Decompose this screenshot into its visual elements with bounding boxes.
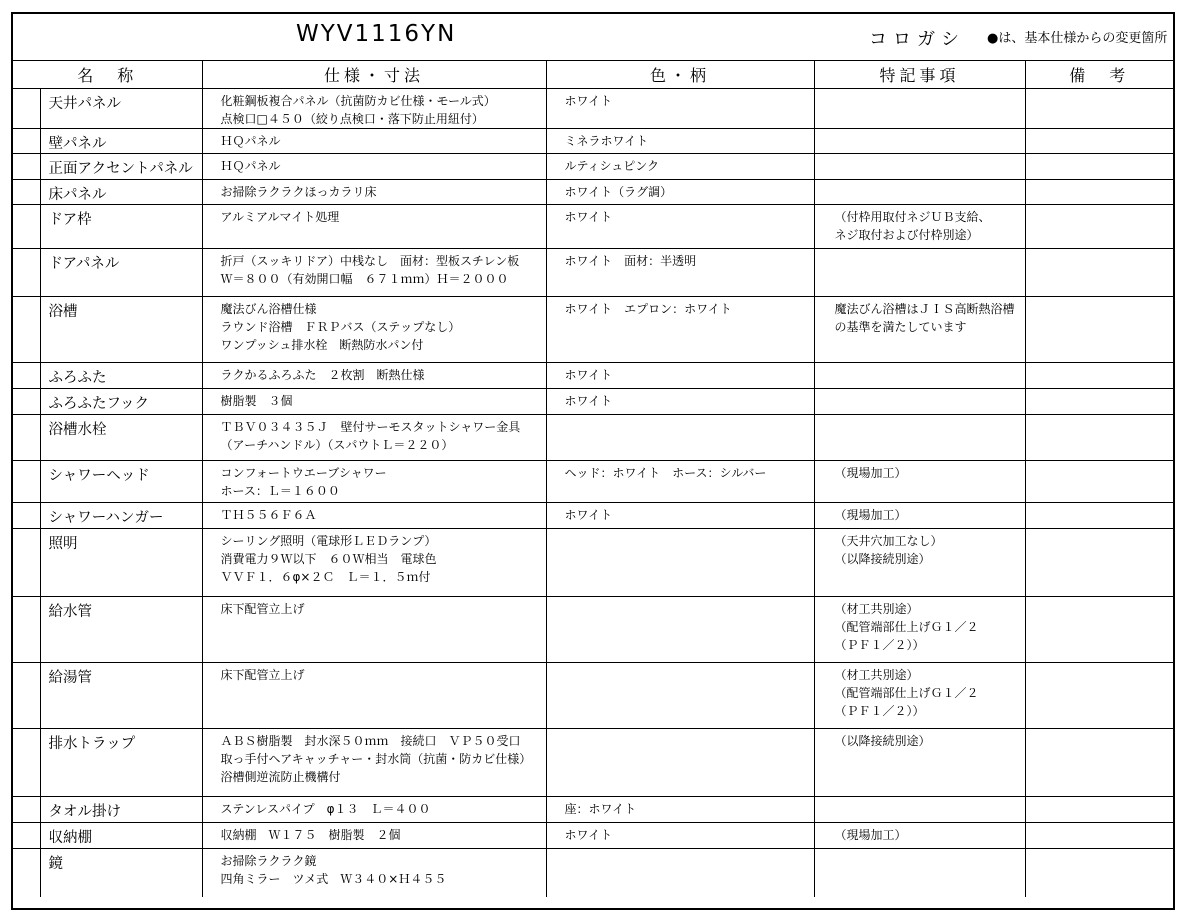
spec-line: ステンレスパイプ φ１３ Ｌ＝４００	[220, 802, 431, 816]
spec-line: アルミアルマイト処理	[220, 210, 340, 224]
spec-line: コンフォートウエーブシャワー	[220, 466, 387, 480]
spec-cell	[202, 729, 546, 797]
change-marker-cell	[13, 89, 40, 129]
table-row	[13, 154, 1173, 180]
spec-line: 消費電力９Ｗ以下 ６０Ｗ相当 電球色	[220, 552, 437, 566]
remarks-cell	[1025, 503, 1173, 529]
change-marker-cell	[13, 503, 40, 529]
title-bar	[13, 14, 1173, 61]
spec-line: 取っ手付ヘアキャッチャー・封水筒（抗菌・防カビ仕様）	[220, 752, 532, 766]
color-line: ルティシュピンク	[564, 159, 660, 173]
item-name: 天井パネル	[40, 89, 202, 129]
notes-line: の基準を満たしています	[834, 320, 967, 334]
table-row	[13, 129, 1173, 154]
remarks-cell	[1025, 129, 1173, 154]
spec-line: ＡＢＳ樹脂製 封水深５０ｍｍ 接続口 ＶＰ５０受口	[220, 734, 521, 748]
spec-cell	[202, 797, 546, 823]
header-notes: 特記事項	[814, 61, 1025, 89]
notes-line: （現場加工）	[834, 466, 907, 480]
header-spec: 仕様・寸法	[202, 61, 546, 89]
notes-cell	[814, 129, 1025, 154]
change-marker-cell	[13, 297, 40, 363]
table-row	[13, 529, 1173, 597]
color-cell	[546, 849, 814, 897]
notes-cell	[814, 154, 1025, 180]
table-row	[13, 597, 1173, 663]
color-line: 座：ホワイト	[564, 802, 637, 816]
table-row	[13, 363, 1173, 389]
color-cell	[546, 129, 814, 154]
item-name: 浴槽水栓	[40, 415, 202, 461]
notes-line: 魔法びん浴槽はＪＩＳ高断熱浴槽	[834, 302, 1015, 316]
spec-line: 点検口□４５０（絞り点検口・落下防止用紐付）	[220, 112, 484, 126]
notes-cell	[814, 180, 1025, 205]
notes-cell	[814, 503, 1025, 529]
change-legend: ●は、基本仕様からの変更箇所	[987, 31, 1168, 46]
change-marker-cell	[13, 389, 40, 415]
spec-line: 樹脂製 ３個	[220, 394, 293, 408]
notes-cell	[814, 415, 1025, 461]
change-marker-cell	[13, 461, 40, 503]
change-marker-cell	[13, 597, 40, 663]
spec-cell	[202, 823, 546, 849]
spec-cell	[202, 297, 546, 363]
model-number: WYV1116YN	[296, 21, 457, 47]
table-row	[13, 461, 1173, 503]
color-line: ホワイト エプロン：ホワイト	[564, 302, 732, 316]
color-line: ホワイト	[564, 828, 613, 842]
color-cell	[546, 154, 814, 180]
table-row	[13, 797, 1173, 823]
series-name: コロガシ	[869, 29, 965, 50]
color-cell	[546, 415, 814, 461]
table-row	[13, 729, 1173, 797]
item-name: 排水トラップ	[40, 729, 202, 797]
header-name: 名 称	[13, 61, 202, 89]
remarks-cell	[1025, 363, 1173, 389]
item-name: 浴槽	[40, 297, 202, 363]
color-cell	[546, 663, 814, 729]
notes-cell	[814, 729, 1025, 797]
change-marker-cell	[13, 729, 40, 797]
spec-line: 収納棚 Ｗ１７５ 樹脂製 ２個	[220, 828, 401, 842]
spec-cell	[202, 363, 546, 389]
color-line: ホワイト（ラグ調）	[564, 185, 673, 199]
notes-line: （材工共別途）	[834, 668, 919, 682]
remarks-cell	[1025, 663, 1173, 729]
remarks-cell	[1025, 597, 1173, 663]
table-row	[13, 823, 1173, 849]
table-row	[13, 249, 1173, 297]
item-name: シャワーヘッド	[40, 461, 202, 503]
table-row	[13, 89, 1173, 129]
color-cell	[546, 797, 814, 823]
notes-cell	[814, 89, 1025, 129]
remarks-cell	[1025, 529, 1173, 597]
remarks-cell	[1025, 154, 1173, 180]
spec-cell	[202, 415, 546, 461]
color-cell	[546, 363, 814, 389]
notes-cell	[814, 205, 1025, 249]
spec-cell	[202, 249, 546, 297]
color-cell	[546, 249, 814, 297]
remarks-cell	[1025, 297, 1173, 363]
item-name: 正面アクセントパネル	[40, 154, 202, 180]
color-cell	[546, 389, 814, 415]
color-cell	[546, 729, 814, 797]
remarks-cell	[1025, 389, 1173, 415]
spec-line: お掃除ラクラクほっカラリ床	[220, 185, 377, 199]
header-row	[13, 61, 1173, 89]
remarks-cell	[1025, 797, 1173, 823]
item-name: 鏡	[40, 849, 202, 897]
notes-line: （ＰＦ１／２））	[834, 704, 925, 718]
notes-cell	[814, 529, 1025, 597]
notes-line: （ＰＦ１／２））	[834, 638, 925, 652]
notes-line: （配管端部仕上げＧ１／２	[834, 686, 979, 700]
table-row	[13, 503, 1173, 529]
item-name: ふろふた	[40, 363, 202, 389]
notes-cell	[814, 297, 1025, 363]
change-marker-cell	[13, 415, 40, 461]
color-line: ホワイト	[564, 210, 613, 224]
notes-line: （付枠用取付ネジＵＢ支給、	[834, 210, 991, 224]
color-cell	[546, 461, 814, 503]
item-name: ふろふたフック	[40, 389, 202, 415]
color-line: ヘッド：ホワイト ホース：シルバー	[564, 466, 767, 480]
change-marker-cell	[13, 823, 40, 849]
spec-cell	[202, 89, 546, 129]
spec-line: ＴＢＶ０３４３５Ｊ 壁付サーモスタットシャワー金具	[220, 420, 521, 434]
notes-cell	[814, 249, 1025, 297]
notes-line: （配管端部仕上げＧ１／２	[834, 620, 979, 634]
table-row	[13, 297, 1173, 363]
change-marker-cell	[13, 849, 40, 897]
spec-line: ＨＱパネル	[220, 159, 281, 173]
item-name: ドアパネル	[40, 249, 202, 297]
spec-sheet	[11, 12, 1175, 910]
spec-line: ホース：Ｌ＝１６００	[220, 484, 340, 498]
remarks-cell	[1025, 249, 1173, 297]
spec-cell	[202, 461, 546, 503]
change-marker-cell	[13, 363, 40, 389]
header-color: 色・柄	[546, 61, 814, 89]
remarks-cell	[1025, 849, 1173, 897]
remarks-cell	[1025, 180, 1173, 205]
table-row	[13, 205, 1173, 249]
spec-line: （アーチハンドル）（スパウトＬ＝２２０）	[220, 438, 454, 452]
spec-cell	[202, 389, 546, 415]
notes-line: （現場加工）	[834, 508, 907, 522]
spec-line: 床下配管立上げ	[220, 602, 305, 616]
notes-cell	[814, 363, 1025, 389]
color-cell	[546, 205, 814, 249]
color-line: ホワイト	[564, 508, 613, 522]
notes-line: （現場加工）	[834, 828, 907, 842]
table-row	[13, 389, 1173, 415]
item-name: 床パネル	[40, 180, 202, 205]
color-line: ホワイト	[564, 394, 613, 408]
color-cell	[546, 823, 814, 849]
notes-line: （天井穴加工なし）	[834, 534, 943, 548]
remarks-cell	[1025, 729, 1173, 797]
spec-cell	[202, 663, 546, 729]
spec-line: 床下配管立上げ	[220, 668, 305, 682]
notes-cell	[814, 597, 1025, 663]
change-marker-cell	[13, 663, 40, 729]
spec-cell	[202, 180, 546, 205]
spec-line: ＨＱパネル	[220, 134, 281, 148]
item-name: 壁パネル	[40, 129, 202, 154]
spec-line: 魔法びん浴槽仕様	[220, 302, 317, 316]
notes-cell	[814, 461, 1025, 503]
spec-cell	[202, 154, 546, 180]
change-marker-cell	[13, 205, 40, 249]
item-name: 収納棚	[40, 823, 202, 849]
item-name: タオル掛け	[40, 797, 202, 823]
color-cell	[546, 89, 814, 129]
spec-line: 浴槽側逆流防止機構付	[220, 770, 341, 784]
color-line: ホワイト	[564, 94, 613, 108]
spec-cell	[202, 129, 546, 154]
spec-cell	[202, 205, 546, 249]
color-cell	[546, 297, 814, 363]
color-line: ミネラホワイト	[564, 134, 649, 148]
spec-line: ラウンド浴槽 ＦＲＰバス（ステップなし）	[220, 320, 461, 334]
notes-line: （以降接続別途）	[834, 734, 931, 748]
item-name: 給湯管	[40, 663, 202, 729]
change-marker-cell	[13, 180, 40, 205]
remarks-cell	[1025, 823, 1173, 849]
color-line: ホワイト	[564, 368, 613, 382]
table-row	[13, 415, 1173, 461]
spec-line: シーリング照明（電球形ＬＥＤランプ）	[220, 534, 437, 548]
change-marker-cell	[13, 529, 40, 597]
remarks-cell	[1025, 461, 1173, 503]
table-row	[13, 180, 1173, 205]
notes-cell	[814, 797, 1025, 823]
notes-cell	[814, 849, 1025, 897]
notes-cell	[814, 663, 1025, 729]
item-name: ドア枠	[40, 205, 202, 249]
notes-line: ネジ取付および付枠別途）	[834, 228, 979, 242]
change-marker-cell	[13, 129, 40, 154]
change-marker-cell	[13, 797, 40, 823]
notes-cell	[814, 389, 1025, 415]
color-cell	[546, 597, 814, 663]
remarks-cell	[1025, 89, 1173, 129]
color-cell	[546, 503, 814, 529]
spec-cell	[202, 529, 546, 597]
change-marker-cell	[13, 154, 40, 180]
color-cell	[546, 180, 814, 205]
spec-line: ＴＨ５５６Ｆ６Ａ	[220, 508, 317, 522]
spec-line: ラクかるふろふた ２枚割 断熱仕様	[220, 368, 425, 382]
spec-line: お掃除ラクラク鏡	[220, 854, 317, 868]
spec-line: 化粧鋼板複合パネル（抗菌防カビ仕様・モール式）	[220, 94, 496, 108]
notes-line: （材工共別途）	[834, 602, 919, 616]
spec-cell	[202, 597, 546, 663]
notes-cell	[814, 823, 1025, 849]
spec-line: Ｗ＝８００（有効開口幅 ６７１ｍｍ）Ｈ＝２０００	[220, 272, 509, 286]
color-cell	[546, 529, 814, 597]
notes-line: （以降接続別途）	[834, 552, 931, 566]
spec-cell	[202, 503, 546, 529]
spec-table	[13, 61, 1173, 897]
spec-line: 四角ミラー ツメ式 Ｗ３４０×Ｈ４５５	[220, 872, 447, 886]
color-line: ホワイト 面材：半透明	[564, 254, 697, 268]
spec-line: 折戸（スッキリドア）中桟なし 面材：型板スチレン板	[220, 254, 520, 268]
item-name: 給水管	[40, 597, 202, 663]
table-row	[13, 663, 1173, 729]
spec-line: ＶＶＦ１．６φ×２Ｃ Ｌ＝１．５ｍ付	[220, 570, 431, 584]
remarks-cell	[1025, 415, 1173, 461]
table-row	[13, 849, 1173, 897]
header-remarks: 備 考	[1025, 61, 1173, 89]
spec-line: ワンプッシュ排水栓 断熱防水パン付	[220, 338, 424, 352]
item-name: 照明	[40, 529, 202, 597]
item-name: シャワーハンガー	[40, 503, 202, 529]
change-marker-cell	[13, 249, 40, 297]
spec-cell	[202, 849, 546, 897]
remarks-cell	[1025, 205, 1173, 249]
